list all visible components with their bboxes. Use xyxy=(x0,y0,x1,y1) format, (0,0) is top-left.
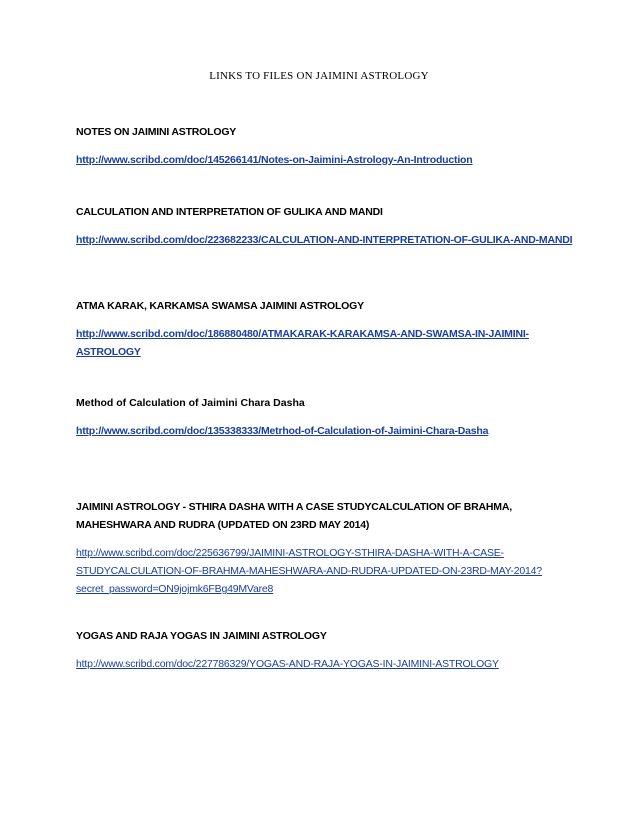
entry-title: CALCULATION AND INTERPRETATION OF GULIKA AND MANDI xyxy=(76,206,383,218)
entry-link[interactable]: http://www.scribd.com/doc/225636799/JAIMINI-ASTROLOGY-STHIRA-DASHA-WITH-A-CASE-STUDYCALCULATION-OF-BRAHMA-MAHESHWARA-AND-RUDRA-UPDATED-ON-23RD-MAY-2014?secret_password=ON9jojmk6FBg49MVare8 xyxy=(76,547,542,595)
entry-notes-on-jaimini xyxy=(76,123,576,169)
entry-title: Method of Calculation of Jaimini Chara Dasha xyxy=(76,397,305,409)
entry-atma-karak xyxy=(76,297,576,361)
entry-title: NOTES ON JAIMINI ASTROLOGY xyxy=(76,126,237,138)
entry-link[interactable]: http://www.scribd.com/doc/186880480/ATMAKARAK-KARAKAMSA-AND-SWAMSA-IN-JAIMINI-ASTROLOGY xyxy=(76,328,529,358)
entry-link[interactable]: http://www.scribd.com/doc/145266141/Notes-on-Jaimini-Astrology-An-Introduction xyxy=(76,154,473,166)
entry-link[interactable]: http://www.scribd.com/doc/227786329/YOGAS-AND-RAJA-YOGAS-IN-JAIMINI-ASTROLOGY xyxy=(76,658,499,670)
entry-chara-dasha xyxy=(76,394,576,440)
entry-gulika-mandi xyxy=(76,203,576,249)
entry-title: ATMA KARAK, KARKAMSA SWAMSA JAIMINI ASTROLOGY xyxy=(76,300,364,312)
entry-yogas-raja-yogas xyxy=(76,627,576,673)
entry-title: JAIMINI ASTROLOGY - STHIRA DASHA WITH A CASE STUDYCALCULATION OF BRAHMA, MAHESHWARA AND RUDRA (UPDATED ON 23RD MAY 2014) xyxy=(76,501,512,531)
entry-sthira-dasha xyxy=(76,498,576,598)
entry-link[interactable]: http://www.scribd.com/doc/135338333/Metrhod-of-Calculation-of-Jaimini-Chara-Dasha xyxy=(76,425,489,437)
entry-link[interactable]: http://www.scribd.com/doc/223682233/CALCULATION-AND-INTERPRETATION-OF-GULIKA-AND-MANDI xyxy=(76,234,573,246)
page-title: LINKS TO FILES ON JAIMINI ASTROLOGY xyxy=(209,70,429,82)
entry-title: YOGAS AND RAJA YOGAS IN JAIMINI ASTROLOGY xyxy=(76,630,327,642)
